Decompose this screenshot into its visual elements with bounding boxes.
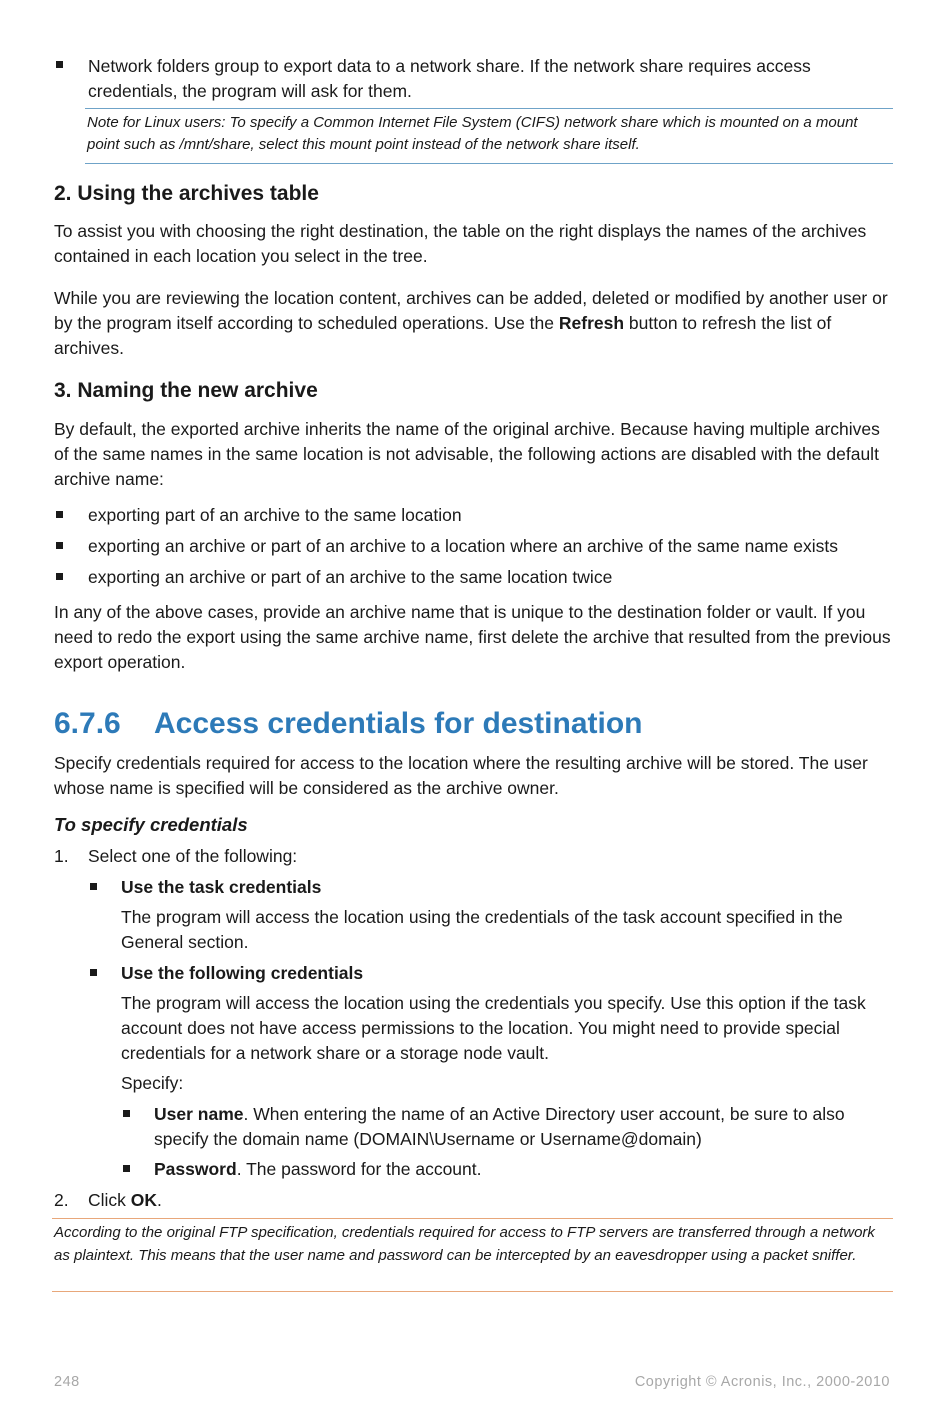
section-title — [54, 704, 643, 744]
heading-archives-table: 2. Using the archives table — [54, 182, 319, 205]
subheading-to-specify: To specify credentials — [54, 814, 248, 835]
para-refresh: While you are reviewing the location content, archives can be added, deleted or modified by another user or by the program itself according to scheduled operations. Use the Refresh button to refresh the list of archives. — [54, 288, 888, 358]
note-ftp-text: According to the original FTP specification, credentials required for access to FTP servers are transferred through a network as plaintext. This means that the user name and password can be intercepted by an eavesdropper using a packet sniffer. — [54, 1224, 875, 1264]
para-specify-credentials: Specify credentials required for access to the location where the resulting archive will be stored. The user whose name is specified will be considered as the archive owner. — [54, 753, 868, 798]
para-default-name: By default, the exported archive inherits the name of the original archive. Because having multiple archives of the same names in the same location is not advisable, the following actions are disabled with the default archive name: — [54, 419, 880, 489]
step-click-ok: Click OK. — [88, 1190, 162, 1210]
para-archives-table: To assist you with choosing the right destination, the table on the right displays the names of the archives contained in each location you select in the tree. — [54, 221, 867, 266]
specify-label: Specify: — [121, 1073, 184, 1093]
bullet-marker — [90, 969, 97, 976]
bullet-network-folders: Network folders group to export data to a network share. If the network share requires access credentials, the program will ask for them. — [88, 56, 811, 101]
note-ftp — [52, 1218, 893, 1292]
list-item: exporting part of an archive to the same location — [88, 505, 462, 525]
option-task-credentials-desc: The program will access the location using the credentials of the task account specified in the General section. — [121, 907, 843, 952]
heading-naming-archive: 3. Naming the new archive — [54, 379, 318, 402]
refresh-term: Refresh — [558, 313, 625, 333]
field-password: Password. The password for the account. — [154, 1159, 482, 1179]
option-following-credentials-desc: The program will access the location using the credentials you specify. Use this option if the task account does not have access permissions to the location. You might need to provide special credentials for a network share or a storage node vault. — [121, 993, 866, 1063]
bullet-marker — [56, 542, 63, 549]
bullet-marker — [56, 61, 63, 68]
note-linux-users — [85, 108, 893, 164]
note-linux-text: Note for Linux users: To specify a Common Internet File System (CIFS) network share which is mounted on a mount point such as /mnt/share, select this mount point instead of the network share itself. — [87, 114, 858, 153]
option-following-credentials: Use the following credentials — [121, 963, 364, 983]
bullet-marker — [123, 1165, 130, 1172]
step-number: 2. — [54, 1190, 69, 1210]
bullet-marker — [56, 511, 63, 518]
step-number: 1. — [54, 846, 69, 866]
para-unique-name: In any of the above cases, provide an archive name that is unique to the destination folder or vault. If you need to redo the export using the same archive name, first delete the archive that resulted from the previous export operation. — [54, 602, 891, 672]
page-number: 248 — [54, 1374, 80, 1390]
section-number: 6.7.6 — [54, 707, 121, 740]
field-user-name: User name. When entering the name of an Active Directory user account, be sure to also specify the domain name (DOMAIN\Username or Username@domain) — [154, 1104, 845, 1149]
step-select: Select one of the following: — [88, 846, 298, 866]
list-item: exporting an archive or part of an archive to a location where an archive of the same name exists — [88, 536, 838, 556]
list-item: exporting an archive or part of an archive to the same location twice — [88, 567, 613, 587]
bullet-marker — [90, 883, 97, 890]
option-task-credentials: Use the task credentials — [121, 877, 322, 897]
bullet-marker — [123, 1110, 130, 1117]
section-title-text: Access credentials for destination — [154, 707, 643, 740]
bullet-marker — [56, 573, 63, 580]
copyright: Copyright © Acronis, Inc., 2000-2010 — [634, 1374, 890, 1390]
